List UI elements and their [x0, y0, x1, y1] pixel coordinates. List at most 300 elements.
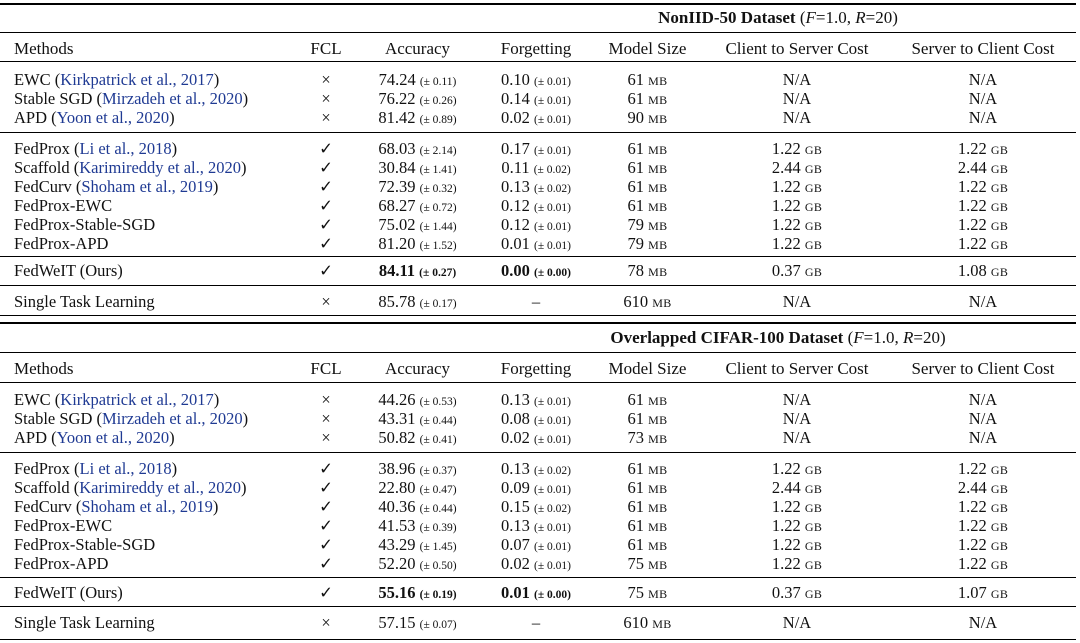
- table-rule: [0, 382, 1076, 383]
- model-size-unit: MB: [648, 432, 668, 446]
- forgetting-value: 0.13: [501, 516, 530, 535]
- client-to-server-value: 0.37: [771, 261, 801, 280]
- forgetting-value: 0.09: [501, 478, 530, 497]
- server-to-client-unit: GB: [990, 558, 1009, 572]
- server-to-client-value: 2.44: [957, 158, 987, 177]
- model-size-cell: [590, 108, 705, 129]
- fcl-mark: ×: [321, 108, 331, 127]
- accuracy-value: 76.22: [378, 89, 416, 108]
- table-row: [0, 292, 1076, 311]
- server-to-client-cell: [890, 234, 1076, 255]
- server-to-client-cell: [890, 89, 1076, 108]
- method-name: Scaffold: [14, 158, 70, 177]
- fcl-mark: ×: [321, 292, 331, 311]
- server-to-client-unit: GB: [990, 501, 1009, 515]
- model-size-cell: [590, 215, 705, 236]
- forgetting-value: 0.12: [501, 215, 530, 234]
- model-size-unit: MB: [648, 181, 668, 195]
- header-methods: Methods: [14, 39, 74, 58]
- model-size-value: 75: [627, 554, 645, 573]
- accuracy-std: (± 0.50): [419, 560, 457, 572]
- table-row: [0, 215, 1076, 234]
- server-to-client-cell: [890, 535, 1076, 556]
- model-size-cell: [590, 70, 705, 91]
- forgetting-value: 0.07: [501, 535, 530, 554]
- server-to-client-value: 1.08: [957, 261, 987, 280]
- model-size-cell: [590, 428, 705, 449]
- method-name: EWC: [14, 70, 51, 89]
- param-r: R: [902, 328, 914, 347]
- model-size-value: 61: [627, 497, 645, 516]
- model-size-value: 79: [627, 234, 645, 253]
- model-size-value: 61: [627, 516, 645, 535]
- accuracy-std: (± 0.26): [419, 95, 457, 107]
- accuracy-std: (± 0.72): [419, 202, 457, 214]
- fcl-mark: ✓: [319, 158, 333, 177]
- server-to-client-cell: [890, 409, 1076, 428]
- model-size-unit: MB: [648, 539, 668, 553]
- method-cell: FedProx (Li et al., 2018): [14, 459, 178, 478]
- accuracy-std: (± 0.32): [419, 183, 457, 195]
- accuracy-std: (± 1.41): [419, 164, 457, 176]
- client-to-server-value: 1.22: [771, 234, 801, 253]
- server-to-client-value: N/A: [968, 428, 998, 447]
- method-name: APD: [14, 108, 48, 127]
- forgetting-value: 0.08: [501, 409, 530, 428]
- model-size-unit: MB: [648, 413, 668, 427]
- forgetting-value: –: [531, 292, 541, 311]
- forgetting-std: (± 0.01): [534, 221, 571, 233]
- client-to-server-unit: GB: [804, 265, 823, 279]
- accuracy-cell: [355, 292, 480, 314]
- method-name: FedProx-Stable-SGD: [14, 215, 156, 234]
- model-size-value: 61: [627, 89, 645, 108]
- accuracy-value: 40.36: [378, 497, 416, 516]
- accuracy-cell: [355, 234, 480, 256]
- model-size-unit: MB: [648, 394, 668, 408]
- model-size-value: 61: [627, 390, 645, 409]
- table-row: [0, 516, 1076, 535]
- client-to-server-value: 2.44: [771, 158, 801, 177]
- server-to-client-cell: [890, 196, 1076, 217]
- method-name: FedCurv: [14, 497, 72, 516]
- model-size-unit: MB: [652, 296, 672, 310]
- method-cell: APD (Yoon et al., 2020): [14, 428, 175, 447]
- method-cell: [14, 583, 123, 602]
- client-to-server-cell: [705, 428, 889, 447]
- client-to-server-value: N/A: [782, 409, 812, 428]
- forgetting-std: (± 0.01): [534, 76, 571, 88]
- client-to-server-unit: GB: [804, 238, 823, 252]
- client-to-server-value: N/A: [782, 390, 812, 409]
- method-name: Single Task Learning: [14, 292, 155, 311]
- method-name: Stable SGD: [14, 409, 93, 428]
- param-r: R: [855, 8, 866, 27]
- client-to-server-value: 1.22: [771, 459, 801, 478]
- client-to-server-unit: GB: [804, 520, 823, 534]
- method-cell: FedProx (Li et al., 2018): [14, 139, 178, 158]
- server-to-client-unit: GB: [990, 482, 1009, 496]
- server-to-client-cell: [890, 428, 1076, 447]
- client-to-server-value: 1.22: [771, 177, 801, 196]
- server-to-client-value: N/A: [968, 70, 998, 89]
- server-to-client-value: N/A: [968, 292, 998, 311]
- client-to-server-unit: GB: [804, 501, 823, 515]
- fcl-mark: ✓: [319, 196, 333, 215]
- dataset-name: NonIID-50 Dataset: [658, 8, 796, 27]
- table-row: [0, 70, 1076, 89]
- client-to-server-cell: [705, 292, 889, 311]
- server-to-client-unit: GB: [990, 162, 1009, 176]
- client-to-server-cell: [705, 497, 889, 518]
- model-size-cell: [590, 89, 705, 110]
- accuracy-std: (± 0.11): [419, 76, 457, 88]
- server-to-client-value: 1.07: [957, 583, 987, 602]
- model-size-value: 75: [627, 583, 645, 602]
- client-to-server-value: N/A: [782, 428, 812, 447]
- method-cell: [14, 516, 112, 535]
- model-size-cell: [590, 478, 705, 499]
- model-size-value: 61: [627, 139, 645, 158]
- forgetting-value: 0.02: [501, 554, 530, 573]
- accuracy-std: (± 0.27): [419, 267, 457, 279]
- forgetting-value: 0.11: [501, 158, 530, 177]
- server-to-client-value: N/A: [968, 613, 998, 632]
- server-to-client-value: N/A: [968, 89, 998, 108]
- client-to-server-cell: [705, 108, 889, 127]
- accuracy-std: (± 0.47): [419, 484, 457, 496]
- table-row: [0, 234, 1076, 253]
- client-to-server-cell: [705, 459, 889, 480]
- server-to-client-value: 2.44: [957, 478, 987, 497]
- accuracy-std: (± 0.19): [419, 589, 457, 601]
- server-to-client-unit: GB: [990, 539, 1009, 553]
- model-size-unit: MB: [648, 219, 668, 233]
- dataset-name: Overlapped CIFAR-100 Dataset: [610, 328, 844, 347]
- forgetting-std: (± 0.02): [533, 164, 571, 176]
- client-to-server-value: 1.22: [771, 215, 801, 234]
- server-to-client-cell: [890, 390, 1076, 409]
- server-to-client-cell: [890, 70, 1076, 89]
- method-cell: [14, 261, 123, 280]
- model-size-cell: [590, 177, 705, 198]
- method-name: FedProx-APD: [14, 234, 109, 253]
- accuracy-std: (± 2.14): [419, 145, 457, 157]
- model-size-unit: MB: [648, 463, 668, 477]
- server-to-client-cell: [890, 583, 1076, 604]
- accuracy-cell: [355, 613, 480, 635]
- header-fcl: FCL: [310, 359, 342, 378]
- server-to-client-value: 1.22: [957, 215, 987, 234]
- fcl-mark: ×: [321, 409, 331, 428]
- client-to-server-cell: [705, 70, 889, 89]
- forgetting-value: 0.13: [501, 459, 530, 478]
- server-to-client-unit: GB: [990, 219, 1009, 233]
- server-to-client-unit: GB: [990, 200, 1009, 214]
- forgetting-std: (± 0.01): [534, 541, 571, 553]
- accuracy-value: 30.84: [378, 158, 416, 177]
- param-r-value: =20): [865, 8, 898, 27]
- table-row: [0, 158, 1076, 177]
- header-model-size: Model Size: [608, 39, 687, 58]
- header-model-size: Model Size: [608, 359, 687, 378]
- forgetting-value: 0.14: [501, 89, 530, 108]
- client-to-server-cell: [705, 535, 889, 556]
- client-to-server-cell: [705, 478, 889, 499]
- model-size-value: 61: [627, 70, 645, 89]
- forgetting-std: (± 0.01): [534, 95, 571, 107]
- method-name: FedProx: [14, 139, 70, 158]
- table-row: [0, 390, 1076, 409]
- client-to-server-unit: GB: [804, 482, 823, 496]
- header-server-to-client-cost: Server to Client Cost: [911, 359, 1055, 378]
- client-to-server-value: N/A: [782, 292, 812, 311]
- client-to-server-value: 0.37: [771, 583, 801, 602]
- model-size-unit: MB: [652, 617, 672, 631]
- param-f-value: =1.0,: [863, 328, 903, 347]
- server-to-client-unit: GB: [990, 143, 1009, 157]
- server-to-client-unit: GB: [990, 238, 1009, 252]
- fcl-mark: ×: [321, 70, 331, 89]
- client-to-server-cell: [705, 390, 889, 409]
- forgetting-value: 0.13: [501, 390, 530, 409]
- server-to-client-value: 1.22: [957, 516, 987, 535]
- model-size-unit: MB: [648, 112, 668, 126]
- accuracy-cell: [355, 554, 480, 576]
- model-size-unit: MB: [648, 143, 668, 157]
- accuracy-std: (± 0.41): [419, 434, 457, 446]
- server-to-client-cell: [890, 516, 1076, 537]
- forgetting-cell: [480, 108, 592, 130]
- accuracy-value: 68.03: [378, 139, 416, 158]
- model-size-cell: [590, 292, 705, 313]
- model-size-unit: MB: [648, 162, 668, 176]
- client-to-server-value: N/A: [782, 70, 812, 89]
- server-to-client-value: 1.22: [957, 234, 987, 253]
- client-to-server-value: 1.22: [771, 139, 801, 158]
- accuracy-value: 74.24: [378, 70, 416, 89]
- forgetting-std: (± 0.01): [534, 560, 571, 572]
- table-rule: [0, 3, 1076, 5]
- table-row: [0, 108, 1076, 127]
- forgetting-std: (± 0.01): [534, 202, 571, 214]
- model-size-cell: [590, 390, 705, 411]
- table-rule: [0, 256, 1076, 257]
- forgetting-std: (± 0.02): [534, 503, 571, 515]
- client-to-server-cell: [705, 516, 889, 537]
- accuracy-value: 22.80: [378, 478, 416, 497]
- model-size-unit: MB: [648, 200, 668, 214]
- citation-link: Mirzadeh et al., 2020: [102, 89, 243, 108]
- model-size-value: 610: [623, 292, 649, 311]
- table-row: [0, 428, 1076, 447]
- client-to-server-unit: GB: [804, 181, 823, 195]
- client-to-server-value: 1.22: [771, 516, 801, 535]
- method-cell: [14, 215, 155, 234]
- forgetting-cell: [480, 554, 592, 576]
- fcl-mark: ×: [321, 428, 331, 447]
- server-to-client-value: 1.22: [957, 497, 987, 516]
- accuracy-cell: [355, 428, 480, 450]
- client-to-server-unit: GB: [804, 558, 823, 572]
- table-rule: [0, 61, 1076, 62]
- citation-link: Mirzadeh et al., 2020: [102, 409, 243, 428]
- citation-link: Karimireddy et al., 2020: [79, 478, 241, 497]
- model-size-cell: [590, 158, 705, 179]
- forgetting-std: (± 0.00): [534, 589, 571, 601]
- accuracy-value: 68.27: [378, 196, 416, 215]
- forgetting-value: 0.10: [501, 70, 530, 89]
- forgetting-std: (± 0.01): [534, 415, 571, 427]
- accuracy-std: (± 1.45): [419, 541, 457, 553]
- model-size-cell: [590, 459, 705, 480]
- accuracy-value: 38.96: [378, 459, 416, 478]
- accuracy-value: 81.20: [378, 234, 416, 253]
- method-cell: EWC (Kirkpatrick et al., 2017): [14, 390, 220, 409]
- client-to-server-value: N/A: [782, 108, 812, 127]
- forgetting-cell: [480, 292, 592, 311]
- header-accuracy: Accuracy: [384, 39, 451, 58]
- method-name: FedProx: [14, 459, 70, 478]
- forgetting-std: (± 0.01): [534, 114, 571, 126]
- table-rule: [0, 577, 1076, 578]
- method-cell: [14, 196, 112, 215]
- client-to-server-value: 1.22: [771, 196, 801, 215]
- header-fcl: FCL: [310, 39, 342, 58]
- header-row: [0, 39, 1076, 58]
- accuracy-value: 44.26: [378, 390, 416, 409]
- server-to-client-value: 1.22: [957, 196, 987, 215]
- fcl-mark: ✓: [319, 139, 333, 158]
- model-size-cell: [590, 139, 705, 160]
- method-cell: APD (Yoon et al., 2020): [14, 108, 175, 127]
- server-to-client-cell: [890, 158, 1076, 179]
- model-size-value: 90: [627, 108, 645, 127]
- model-size-cell: [590, 516, 705, 537]
- table-row: [0, 261, 1076, 280]
- model-size-cell: [590, 583, 705, 604]
- fcl-mark: ✓: [319, 234, 333, 253]
- fcl-mark: ×: [321, 89, 331, 108]
- client-to-server-unit: GB: [804, 219, 823, 233]
- model-size-value: 61: [627, 177, 645, 196]
- table-rule: [0, 639, 1076, 640]
- server-to-client-cell: [890, 497, 1076, 518]
- accuracy-value: 43.31: [378, 409, 416, 428]
- server-to-client-cell: [890, 215, 1076, 236]
- method-cell: [14, 554, 108, 573]
- table-row: [0, 497, 1076, 516]
- model-size-value: 79: [627, 215, 645, 234]
- fcl-mark: ×: [321, 390, 331, 409]
- method-name: FedWeIT (Ours): [14, 261, 123, 280]
- forgetting-cell: [480, 261, 592, 283]
- model-size-cell: [590, 497, 705, 518]
- client-to-server-cell: [705, 196, 889, 217]
- citation-link: Kirkpatrick et al., 2017: [60, 390, 214, 409]
- accuracy-value: 43.29: [378, 535, 416, 554]
- method-cell: FedCurv (Shoham et al., 2019): [14, 177, 219, 196]
- client-to-server-cell: [705, 583, 889, 604]
- client-to-server-unit: GB: [804, 539, 823, 553]
- client-to-server-value: 1.22: [771, 535, 801, 554]
- accuracy-std: (± 0.44): [419, 415, 457, 427]
- server-to-client-cell: [890, 139, 1076, 160]
- forgetting-value: 0.01: [501, 234, 530, 253]
- method-name: Single Task Learning: [14, 613, 155, 632]
- server-to-client-cell: [890, 459, 1076, 480]
- header-server-to-client-cost: Server to Client Cost: [911, 39, 1055, 58]
- header-client-to-server-cost: Client to Server Cost: [725, 39, 869, 58]
- accuracy-value: 57.15: [378, 613, 416, 632]
- forgetting-std: (± 0.01): [534, 434, 571, 446]
- accuracy-std: (± 0.37): [419, 465, 457, 477]
- accuracy-std: (± 1.52): [419, 240, 457, 252]
- accuracy-std: (± 0.53): [419, 396, 457, 408]
- forgetting-std: (± 0.01): [534, 396, 571, 408]
- header-forgetting: Forgetting: [500, 359, 572, 378]
- citation-link: Shoham et al., 2019: [81, 497, 213, 516]
- forgetting-std: (± 0.02): [534, 183, 571, 195]
- accuracy-cell: [355, 583, 480, 605]
- method-name: FedProx-EWC: [14, 516, 113, 535]
- accuracy-cell: [355, 261, 480, 283]
- server-to-client-cell: [890, 108, 1076, 127]
- method-name: EWC: [14, 390, 51, 409]
- model-size-cell: [590, 261, 705, 282]
- model-size-cell: [590, 234, 705, 255]
- accuracy-value: 84.11: [378, 261, 416, 280]
- method-name: FedWeIT (Ours): [14, 583, 123, 602]
- model-size-cell: [590, 409, 705, 430]
- accuracy-std: (± 0.39): [419, 522, 457, 534]
- model-size-unit: MB: [648, 482, 668, 496]
- client-to-server-cell: [705, 234, 889, 255]
- fcl-mark: ✓: [319, 459, 333, 478]
- fcl-mark: ✓: [319, 535, 333, 554]
- fcl-mark: ✓: [319, 497, 333, 516]
- model-size-cell: [590, 535, 705, 556]
- table-row: [0, 139, 1076, 158]
- server-to-client-value: 1.22: [957, 554, 987, 573]
- method-cell: Scaffold (Karimireddy et al., 2020): [14, 478, 247, 497]
- accuracy-value: 52.20: [378, 554, 416, 573]
- table-rule: [0, 315, 1076, 316]
- forgetting-std: (± 0.02): [534, 465, 571, 477]
- forgetting-cell: [480, 583, 592, 605]
- table-row: [0, 177, 1076, 196]
- client-to-server-unit: GB: [804, 200, 823, 214]
- forgetting-std: (± 0.01): [534, 240, 571, 252]
- accuracy-value: 41.53: [378, 516, 416, 535]
- fcl-mark: ✓: [319, 554, 333, 573]
- forgetting-value: –: [531, 613, 541, 632]
- forgetting-value: 0.00: [501, 261, 530, 280]
- header-row: [0, 359, 1076, 378]
- accuracy-std: (± 1.44): [419, 221, 457, 233]
- method-cell: Stable SGD (Mirzadeh et al., 2020): [14, 409, 249, 428]
- server-to-client-cell: [890, 261, 1076, 282]
- forgetting-value: 0.02: [501, 428, 530, 447]
- table-row: [0, 583, 1076, 602]
- model-size-unit: MB: [648, 558, 668, 572]
- param-f: F: [805, 8, 816, 27]
- forgetting-cell: [480, 428, 592, 450]
- client-to-server-value: 2.44: [771, 478, 801, 497]
- method-cell: [14, 292, 155, 311]
- client-to-server-cell: [705, 89, 889, 108]
- dataset-title: NonIID-50 Dataset (F=1.0, R=20): [658, 8, 898, 27]
